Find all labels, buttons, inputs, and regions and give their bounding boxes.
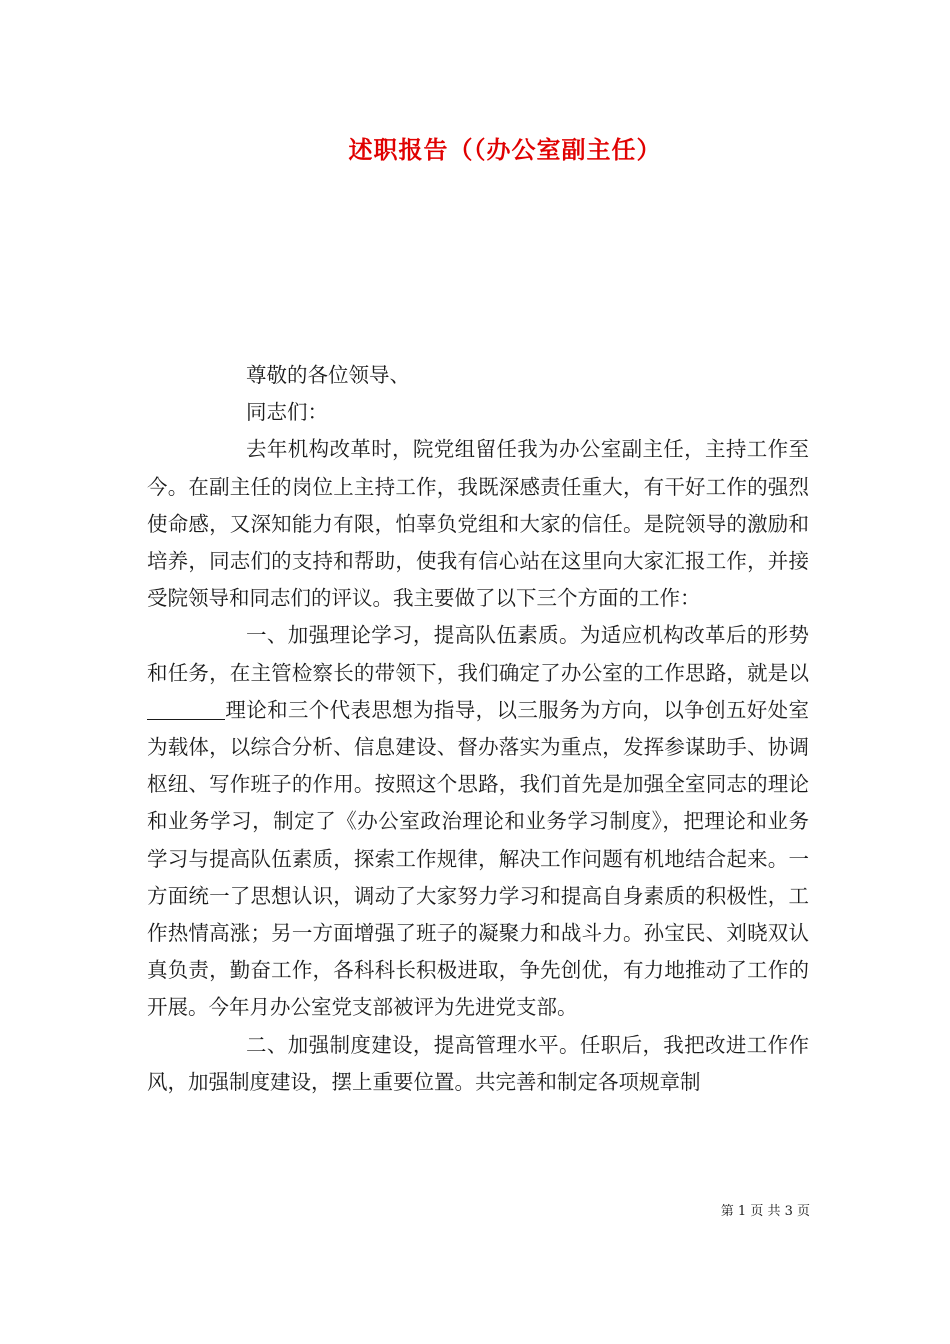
salutation-line-1: 尊敬的各位领导、 [246,363,410,387]
salutation-line-2: 同志们： [246,400,328,425]
paragraph-2-part-1: 一、加强理论学习，提高队伍素质。为适应机构改革后的形势和任务，在主管检察长的带领下，我们确定了办公室的工作思路，就是以 [147,623,809,685]
paragraph-2-part-2: 理论和三个代表思想为指导，以三服务为方向，以争创五好处室为载体，以综合分析、信息建设、督办落实为重点，发挥参谋助手、协调枢纽、写作班子的作用。按照这个思路，我们首先是加强全室同志的理论和业务学习，制定了《办公室政治理论和业务学习制度》，把理论和业务学习与提高队伍素质，探索工作规律，解决工作问题有机地结合起来。一方面统一了思想认识，调动了大家努力学习和提高自身素质的积极性，工作热情高涨；另一方面增强了班子的凝聚力和战斗力。孙宝民、刘晓双认真负责，勤奋工作，各科科长积极进取，争先创优，有力地推动了工作的开展。今年月办公室党支部被评为先进党支部。 [147,697,809,1020]
page-number-footer: 第 1 页 共 3 页 [720,1204,810,1219]
fill-in-blank [147,697,225,720]
paragraph-3: 二、加强制度建设，提高管理水平。任职后，我把改进工作作风，加强制度建设，摆上重要位置。共完善和制定各项规章制 [147,1032,809,1094]
document-body [147,357,809,1101]
paragraph-2 [147,617,809,1026]
paragraph-1: 去年机构改革时，院党组留任我为办公室副主任，主持工作至今。在副主任的岗位上主持工作，我既深感责任重大，有干好工作的强烈使命感，又深知能力有限，怕辜负党组和大家的信任。是院领导的激励和培养，同志们的支持和帮助，使我有信心站在这里向大家汇报工作，并接受院领导和同志们的评议。我主要做了以下三个方面的工作： [147,437,809,611]
document-title: 述职报告（（办公室副主任） [348,135,662,164]
